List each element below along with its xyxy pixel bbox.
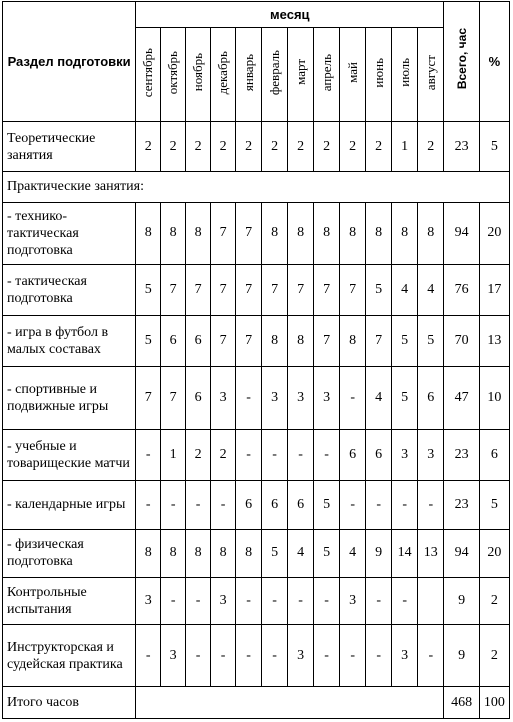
table-row [3,529,510,578]
row-label: - технико-тактическая подготовка [3,202,136,264]
month-header-9: май [340,28,366,122]
cell: 8 [262,202,288,264]
cell [418,578,444,625]
table-row [3,687,510,719]
cell: 2 [314,122,340,172]
cell: - [136,625,161,687]
month-header-12: август [418,28,444,122]
cell: 8 [262,315,288,366]
percent-cell: 13 [479,315,509,366]
row-label: Контрольные испытания [3,578,136,625]
total-cell: 23 [444,429,479,480]
table-row [3,172,510,203]
total-cell: 47 [444,366,479,429]
cell: 3 [288,625,314,687]
cell: 7 [161,264,186,315]
cell: 3 [418,429,444,480]
cell: 6 [236,480,262,529]
row-label: Итого часов [3,687,136,719]
cell: - [186,480,211,529]
total-cell: 94 [444,202,479,264]
percent-cell: 17 [479,264,509,315]
cell: - [288,429,314,480]
cell: 8 [288,202,314,264]
cell: 2 [262,122,288,172]
cell: 2 [211,429,236,480]
percent-cell: 5 [479,480,509,529]
cell: 7 [236,264,262,315]
cell: - [262,429,288,480]
cell: 8 [211,529,236,578]
row-label: - тактическая подготовка [3,264,136,315]
percent-cell: 2 [479,578,509,625]
cell: 2 [366,122,392,172]
cell: 2 [288,122,314,172]
cell: 8 [136,202,161,264]
cell: 1 [392,122,418,172]
cell: - [186,578,211,625]
cell: 4 [418,264,444,315]
cell: 4 [340,529,366,578]
cell: 2 [418,122,444,172]
cell: 6 [340,429,366,480]
cell: 8 [288,315,314,366]
month-header-1: сентябрь [136,28,161,122]
cell: 7 [366,315,392,366]
cell: 6 [366,429,392,480]
cell: - [236,366,262,429]
cell: 6 [186,366,211,429]
cell: 5 [262,529,288,578]
cell: 7 [161,366,186,429]
cell: 8 [236,529,262,578]
percent-cell: 20 [479,529,509,578]
cell: 8 [340,315,366,366]
table-row [3,315,510,366]
row-label: - физическая подготовка [3,529,136,578]
training-plan-table [2,1,510,719]
cell: 9 [366,529,392,578]
cell: 8 [340,202,366,264]
cell: - [236,578,262,625]
cell: - [314,578,340,625]
month-header-11: июль [392,28,418,122]
row-label: - календарные игры [3,480,136,529]
cell: 3 [136,578,161,625]
cell: 7 [136,366,161,429]
row-label: - учебные и товарищеские матчи [3,429,136,480]
cell: 4 [288,529,314,578]
percent-cell: 5 [479,122,509,172]
total-cell: 76 [444,264,479,315]
total-cell: 23 [444,480,479,529]
table-row [3,480,510,529]
cell: 6 [186,315,211,366]
total-cell: 9 [444,625,479,687]
cell: - [236,625,262,687]
row-label: Инструкторская и судейская практика [3,625,136,687]
cell: - [366,480,392,529]
cell: - [136,480,161,529]
cell: 3 [392,625,418,687]
table-row [3,429,510,480]
header-section: Раздел подготовки [3,2,136,122]
cell: - [262,578,288,625]
cell: 14 [392,529,418,578]
percent-cell: 10 [479,366,509,429]
cell: 7 [211,315,236,366]
practice-header: Практические занятия: [3,172,510,203]
cell: 5 [392,315,418,366]
cell: - [314,429,340,480]
cell: 7 [236,315,262,366]
cell: - [211,625,236,687]
cell: - [366,625,392,687]
cell: 7 [288,264,314,315]
cell: 8 [314,202,340,264]
percent-cell: 6 [479,429,509,480]
cell: 8 [418,202,444,264]
row-label: - игра в футбол в малых составах [3,315,136,366]
table-row [3,122,510,172]
cell: 7 [186,264,211,315]
cell: 3 [262,366,288,429]
total-cell: 9 [444,578,479,625]
table-row [3,202,510,264]
cell: 5 [314,529,340,578]
cell: 5 [392,366,418,429]
month-header-10: июнь [366,28,392,122]
cell: 3 [211,366,236,429]
cell: 8 [392,202,418,264]
cell: - [161,480,186,529]
cell: 7 [262,264,288,315]
row-label: - спортивные и подвижные игры [3,366,136,429]
cell: 3 [288,366,314,429]
month-header-2: октябрь [161,28,186,122]
cell: 8 [161,202,186,264]
cell: 7 [236,202,262,264]
table-row [3,578,510,625]
cell: - [340,366,366,429]
cell: - [340,480,366,529]
month-header-4: декабрь [211,28,236,122]
table-row [3,264,510,315]
total-cell: 70 [444,315,479,366]
cell: - [186,625,211,687]
month-header-3: ноябрь [186,28,211,122]
cell: 13 [418,529,444,578]
cell: - [366,578,392,625]
cell: 7 [314,264,340,315]
cell: 8 [136,529,161,578]
cell: 2 [136,122,161,172]
cell: 8 [161,529,186,578]
cell: - [211,480,236,529]
cell: - [340,625,366,687]
month-header-7: март [288,28,314,122]
cell: 3 [211,578,236,625]
header-percent: % [479,2,509,122]
percent-cell: 100 [479,687,509,719]
cell: 4 [366,366,392,429]
cell: 2 [161,122,186,172]
total-cell: 94 [444,529,479,578]
cell: 7 [314,315,340,366]
month-header-6: февраль [262,28,288,122]
cell: 2 [236,122,262,172]
cell: 6 [418,366,444,429]
cell: 7 [340,264,366,315]
cell: 2 [211,122,236,172]
cell: 5 [136,264,161,315]
percent-cell: 20 [479,202,509,264]
cell: - [392,578,418,625]
month-header-5: январь [236,28,262,122]
cell: 8 [186,202,211,264]
cell: - [136,429,161,480]
cell: 2 [186,429,211,480]
cell: 3 [392,429,418,480]
month-header-8: апрель [314,28,340,122]
cell: 8 [366,202,392,264]
cell: 7 [211,264,236,315]
cell: - [314,625,340,687]
cell: 7 [211,202,236,264]
cell: - [262,625,288,687]
cell: - [392,480,418,529]
cell: 2 [186,122,211,172]
cell: - [418,625,444,687]
table-row [3,625,510,687]
cell: 8 [186,529,211,578]
empty-months-cell [136,687,444,719]
cell: 2 [340,122,366,172]
header-total: Всего, час [444,2,479,122]
total-cell: 23 [444,122,479,172]
cell: 5 [418,315,444,366]
cell: - [236,429,262,480]
cell: 5 [136,315,161,366]
cell: 3 [340,578,366,625]
cell: - [288,578,314,625]
cell: 6 [288,480,314,529]
cell: - [418,480,444,529]
cell: 6 [161,315,186,366]
cell: 5 [366,264,392,315]
cell: 6 [262,480,288,529]
total-cell: 468 [444,687,479,719]
cell: 5 [314,480,340,529]
percent-cell: 2 [479,625,509,687]
cell: 1 [161,429,186,480]
row-label: Теоретические занятия [3,122,136,172]
table-row [3,366,510,429]
cell: 4 [392,264,418,315]
cell: 3 [161,625,186,687]
cell: - [161,578,186,625]
header-month: месяц [136,2,444,28]
cell: 3 [314,366,340,429]
